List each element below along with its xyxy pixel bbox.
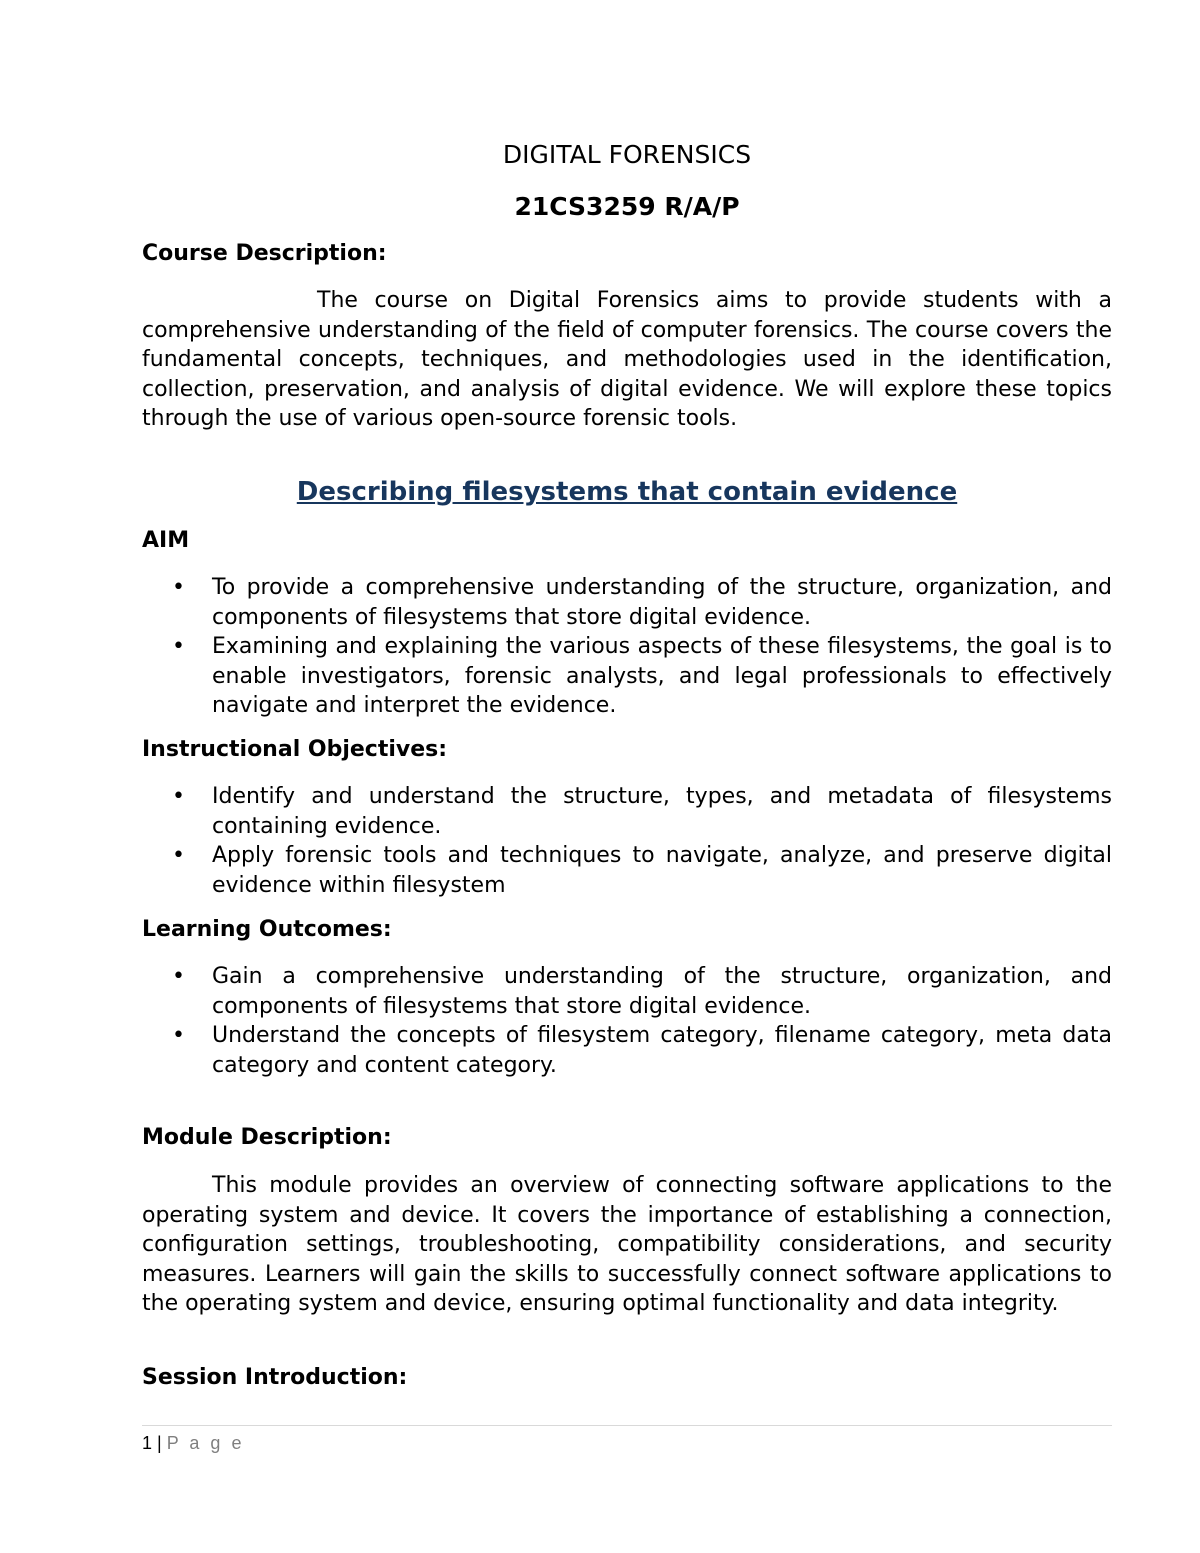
document-title: DIGITAL FORENSICS [502,140,752,169]
objective-item-2: Apply forensic tools and techniques to navigate, analyze, and preserve digital evidence within filesystem [212,843,1112,898]
course-description-text: The course on Digital Forensics aims to provide students with a comprehensive understanding of the field of computer forensics. The course covers the fundamental concepts, techniques, and methodologies used in the identification, collection, preservation, and analysis of digital evidence. We will explore these topics through the use of various open-source forensic tools. [142,288,1112,432]
module-description-section [142,1125,1112,1150]
list-item [142,632,1112,721]
learning-outcomes-list [142,962,1112,1080]
bullet-icon: • [172,964,185,989]
learning-outcomes-label: Learning Outcomes: [142,917,392,942]
session-introduction-label: Session Introduction: [142,1365,408,1390]
bullet-icon: • [172,1023,185,1049]
page-label: P a g e [166,1433,245,1453]
page-number: 1 [142,1433,153,1453]
list-item [142,962,1112,1021]
instructional-objectives-list-wrap [142,782,1112,900]
course-description-body [142,286,1112,434]
session-introduction-section [142,1365,1112,1390]
aim-item-2: Examining and explaining the various aspects of these filesystems, the goal is to enable investigators, forensic analysts, and legal professionals to effectively navigate and interpret the evidence. [212,634,1112,719]
module-description-body [142,1171,1112,1319]
aim-list-wrap [142,573,1112,721]
aim-section [142,528,1112,553]
objective-item-1: Identify and understand the structure, types, and metadata of filesystems containing evidence. [212,784,1112,839]
page-footer [142,1433,244,1454]
instructional-objectives-section [142,737,1112,762]
course-code: 21CS3259 R/A/P [514,192,740,221]
learning-outcomes-section [142,917,1112,942]
bullet-icon: • [172,575,185,600]
outcome-item-2: Understand the concepts of filesystem category, filename category, meta data category and content category. [212,1023,1112,1078]
module-description-text: This module provides an overview of connecting software applications to the operating system and device. It covers the importance of establishing a connection, configuration settings, troubleshooting, compatibility considerations, and security measures. Learners will gain the skills to successfully connect software applications to the operating system and device, ensuring optimal functionality and data integrity. [142,1173,1112,1317]
footer-divider [142,1425,1112,1426]
section-heading: Describing filesystems that contain evidence [296,477,958,507]
bullet-icon: • [172,784,185,809]
aim-item-1: To provide a comprehensive understanding of the structure, organization, and components of filesystems that store digital evidence. [212,575,1112,630]
course-description-section [142,241,1112,266]
aim-label: AIM [142,528,190,553]
footer-separator: | [157,1433,162,1453]
learning-outcomes-list-wrap [142,962,1112,1080]
aim-list [142,573,1112,721]
list-item [142,841,1112,900]
list-item [142,782,1112,841]
course-description-label: Course Description: [142,241,387,266]
bullet-icon: • [172,843,185,869]
list-item [142,573,1112,632]
instructional-objectives-list [142,782,1112,900]
bullet-icon: • [172,634,185,660]
module-description-label: Module Description: [142,1125,392,1150]
instructional-objectives-label: Instructional Objectives: [142,737,448,762]
outcome-item-1: Gain a comprehensive understanding of the structure, organization, and components of filesystems that store digital evidence. [212,964,1112,1019]
list-item [142,1021,1112,1080]
